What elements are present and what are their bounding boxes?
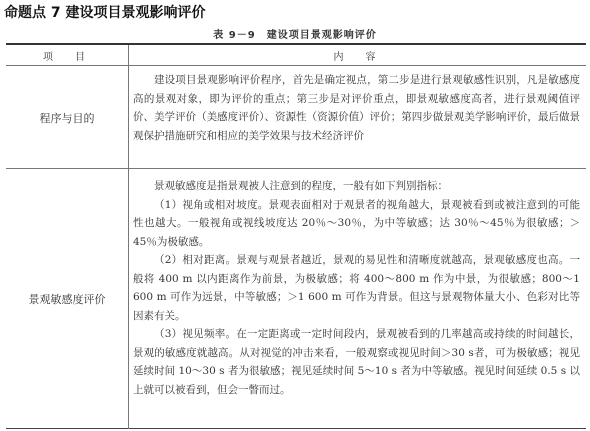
column-divider: [128, 66, 129, 168]
paragraph: 景观敏感度是指景观被人注意到的程度，一般有如下判别指标：: [154, 180, 448, 192]
paragraph: （1）视角或相对坡度。景观表面相对于观景者的视角越大，景观被看到或被注意到的可能性也越大。一般视角或视线坡度达 20％～30％，为中等敏感；达 30％～45％为很敏感；＞45％为极敏感。: [133, 198, 580, 248]
header-item: 项 目: [43, 51, 91, 63]
table-caption: 表 9－9 建设项目景观影响评价: [213, 30, 377, 41]
row-label-procedure: 程序与目的: [39, 111, 95, 125]
row-content-sensitivity: [133, 177, 580, 399]
table-header-row: [6, 45, 586, 66]
header-content: 内 容: [333, 51, 382, 63]
table-row: [6, 169, 586, 429]
row-label-sensitivity: 景观敏感度评价: [28, 293, 106, 306]
paragraph: 建设项目景观影响评价程序，首先是确定视点，第二步是进行景观敏感性识别，凡是敏感度高的景观对象，即为评价的重点；第三步是对评价重点，即景观敏感度高者，进行景观阈值评价、美学评价（美感度评价）、资源性（资源价值）评价；第四步做景观美学影响评价，最后做景观保护措施研究和相应的美学效果与技术经济评价: [133, 74, 580, 142]
evaluation-table: [6, 43, 586, 429]
page-heading: 命题点 7 建设项目景观影响评价: [4, 5, 206, 21]
table-row: [6, 66, 586, 169]
paragraph: （2）相对距离。景观与观景者越近，景观的易见性和清晰度就越高，景观敏感度也高。一般将 400 m 以内距离作为前景，为极敏感；将 400～800 m 作为中景，为很敏感；800～1 600 m 可作为远景，中等敏感；＞1 600 m 可作为背景。但这与景观物体量大小、色彩对比等因素有关。: [133, 254, 580, 322]
column-divider: [128, 169, 129, 429]
paragraph: （3）视见频率。在一定距离或一定时间段内，景观被看到的几率越高或持续的时间越长，景观的敏感度就越高。从对视觉的冲击来看，一般观察或视见时间＞30 s者，可为极敏感；视见延续时间 10～30 s 者为很敏感；视见延续时间 5～10 s 者为中等敏感。视见时间延续 0.5 s 以上就可以被看到，但会一瞥而过。: [133, 328, 580, 396]
row-content-procedure: [133, 71, 580, 145]
